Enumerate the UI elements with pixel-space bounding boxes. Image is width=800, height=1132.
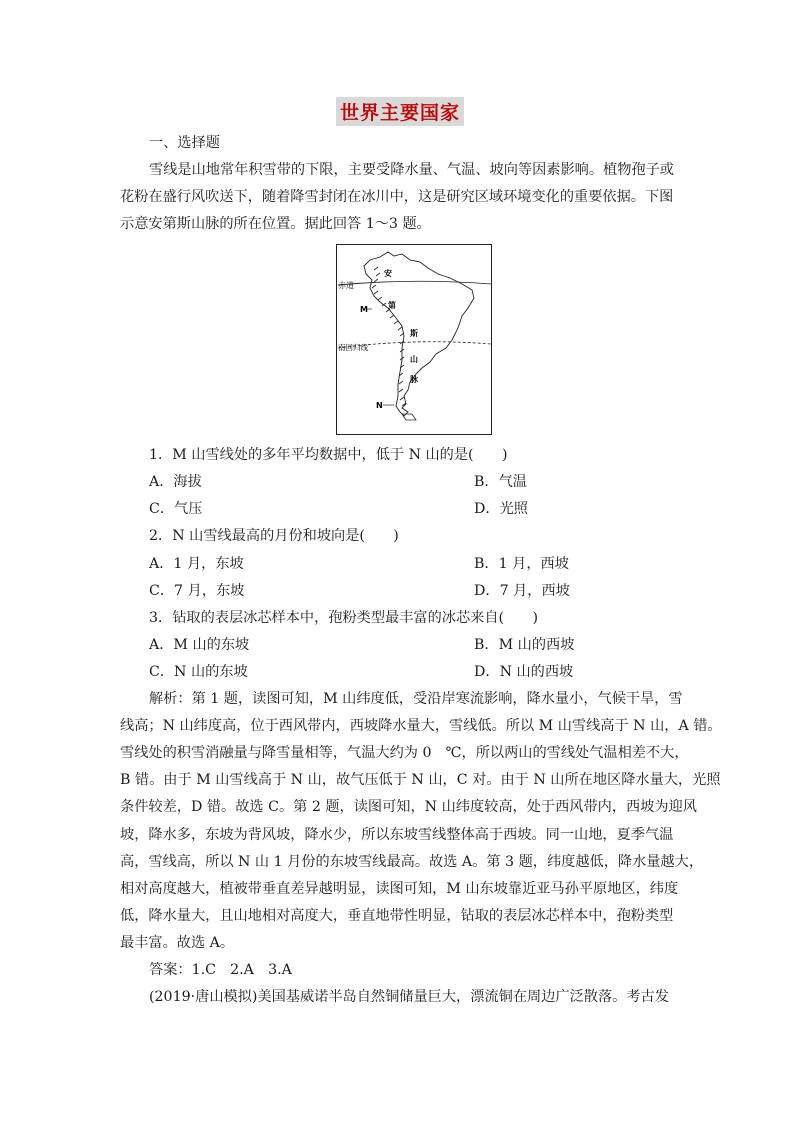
page-title: 世界主要国家 [336,97,464,126]
next-paragraph: (2019·唐山模拟)美国基威诺半岛自然铜储量巨大，漂流铜在周边广泛散落。考古发 [149,989,669,1005]
option: D．光照 [474,501,528,517]
option: B．1 月，西坡 [474,556,569,572]
range-label-di: 第 [388,301,396,310]
analysis-line: 最丰富。故选 A。 [120,935,235,951]
question-stem: 1．M 山雪线处的多年平均数据中，低于 N 山的是( ) [149,447,508,463]
analysis-line: B 错。由于 M 山雪线高于 N 山，故气压低于 N 山，C 对。由于 N 山所在地区降水量大，光照 [120,772,721,788]
question-stem: 2．N 山雪线最高的月份和坡向是( ) [149,528,399,544]
analysis-line: 条件较差，D 错。故选 C。第 2 题，读图可知，N 山纬度较高，处于西风带内，西坡为迎风 [120,799,697,815]
intro-line: 花粉在盛行风吹送下，随着降雪封闭在冰川中，这是研究区域环境变化的重要依据。下图 [120,189,674,205]
analysis-line: 雪线处的积雪消融量与降雪量相等，气温大约为 0 ℃，所以两山的雪线处气温相差不大， [120,745,689,761]
range-label-si: 斯 [410,329,418,338]
option: B．气温 [474,474,527,490]
analysis-line: 相对高度越大，植被带垂直差异越明显，读图可知，M 山东坡靠近亚马孙平原地区，纬度 [120,881,679,897]
answer-line: 答案：1.C 2.A 3.A [149,962,292,978]
n-mountain-label: N [376,401,383,410]
analysis-line: 坡，降水多，东坡为背风坡，降水少，所以东坡雪线整体高于西坡。同一山地，夏季气温 [120,827,674,843]
intro-line: 雪线是山地常年积雪带的下限，主要受降水量、气温、坡向等因素影响。植物孢子或 [149,162,674,178]
option: A．海拔 [149,474,202,490]
option: B．M 山的西坡 [474,637,575,653]
question-stem: 3．钻取的表层冰芯样本中，孢粉类型最丰富的冰芯来自( ) [149,610,538,626]
option: C．7 月，东坡 [149,583,245,599]
m-mountain-label: M [360,305,368,314]
andes-map-figure [336,244,492,435]
range-label-an: 安 [384,269,392,278]
equator-label: 赤道 [338,281,354,290]
range-label-mai: 脉 [410,375,418,384]
option: A．M 山的东坡 [149,637,250,653]
analysis-line: 线高；N 山纬度高，位于西风带内，西坡降水量大，雪线低。所以 M 山雪线高于 N 山，A 错。 [120,718,722,734]
option: A．1 月，东坡 [149,556,244,572]
analysis-line: 低，降水量大，且山地相对高度大，垂直地带性明显，钻取的表层冰芯样本中，孢粉类型 [120,908,674,924]
option: C．气压 [149,501,203,517]
map-frame [337,245,492,435]
page-title-wrap [0,97,800,126]
section-heading: 一、选择题 [149,135,220,151]
tropic-label: 南回归线 [338,343,368,352]
option: C．N 山的东坡 [149,664,248,680]
intro-line: 示意安第斯山脉的所在位置。据此回答 1～3 题。 [120,216,431,232]
option: D．7 月，西坡 [474,583,570,599]
analysis-line: 高，雪线高，所以 N 山 1 月份的东坡雪线最高。故选 A。第 3 题，纬度越低，降水量越大， [120,854,704,870]
analysis-line: 解析：第 1 题，读图可知，M 山纬度低，受沿岸寒流影响，降水量小，气候干旱，雪 [149,691,683,707]
range-label-shan: 山 [410,355,418,364]
option: D．N 山的西坡 [474,664,574,680]
